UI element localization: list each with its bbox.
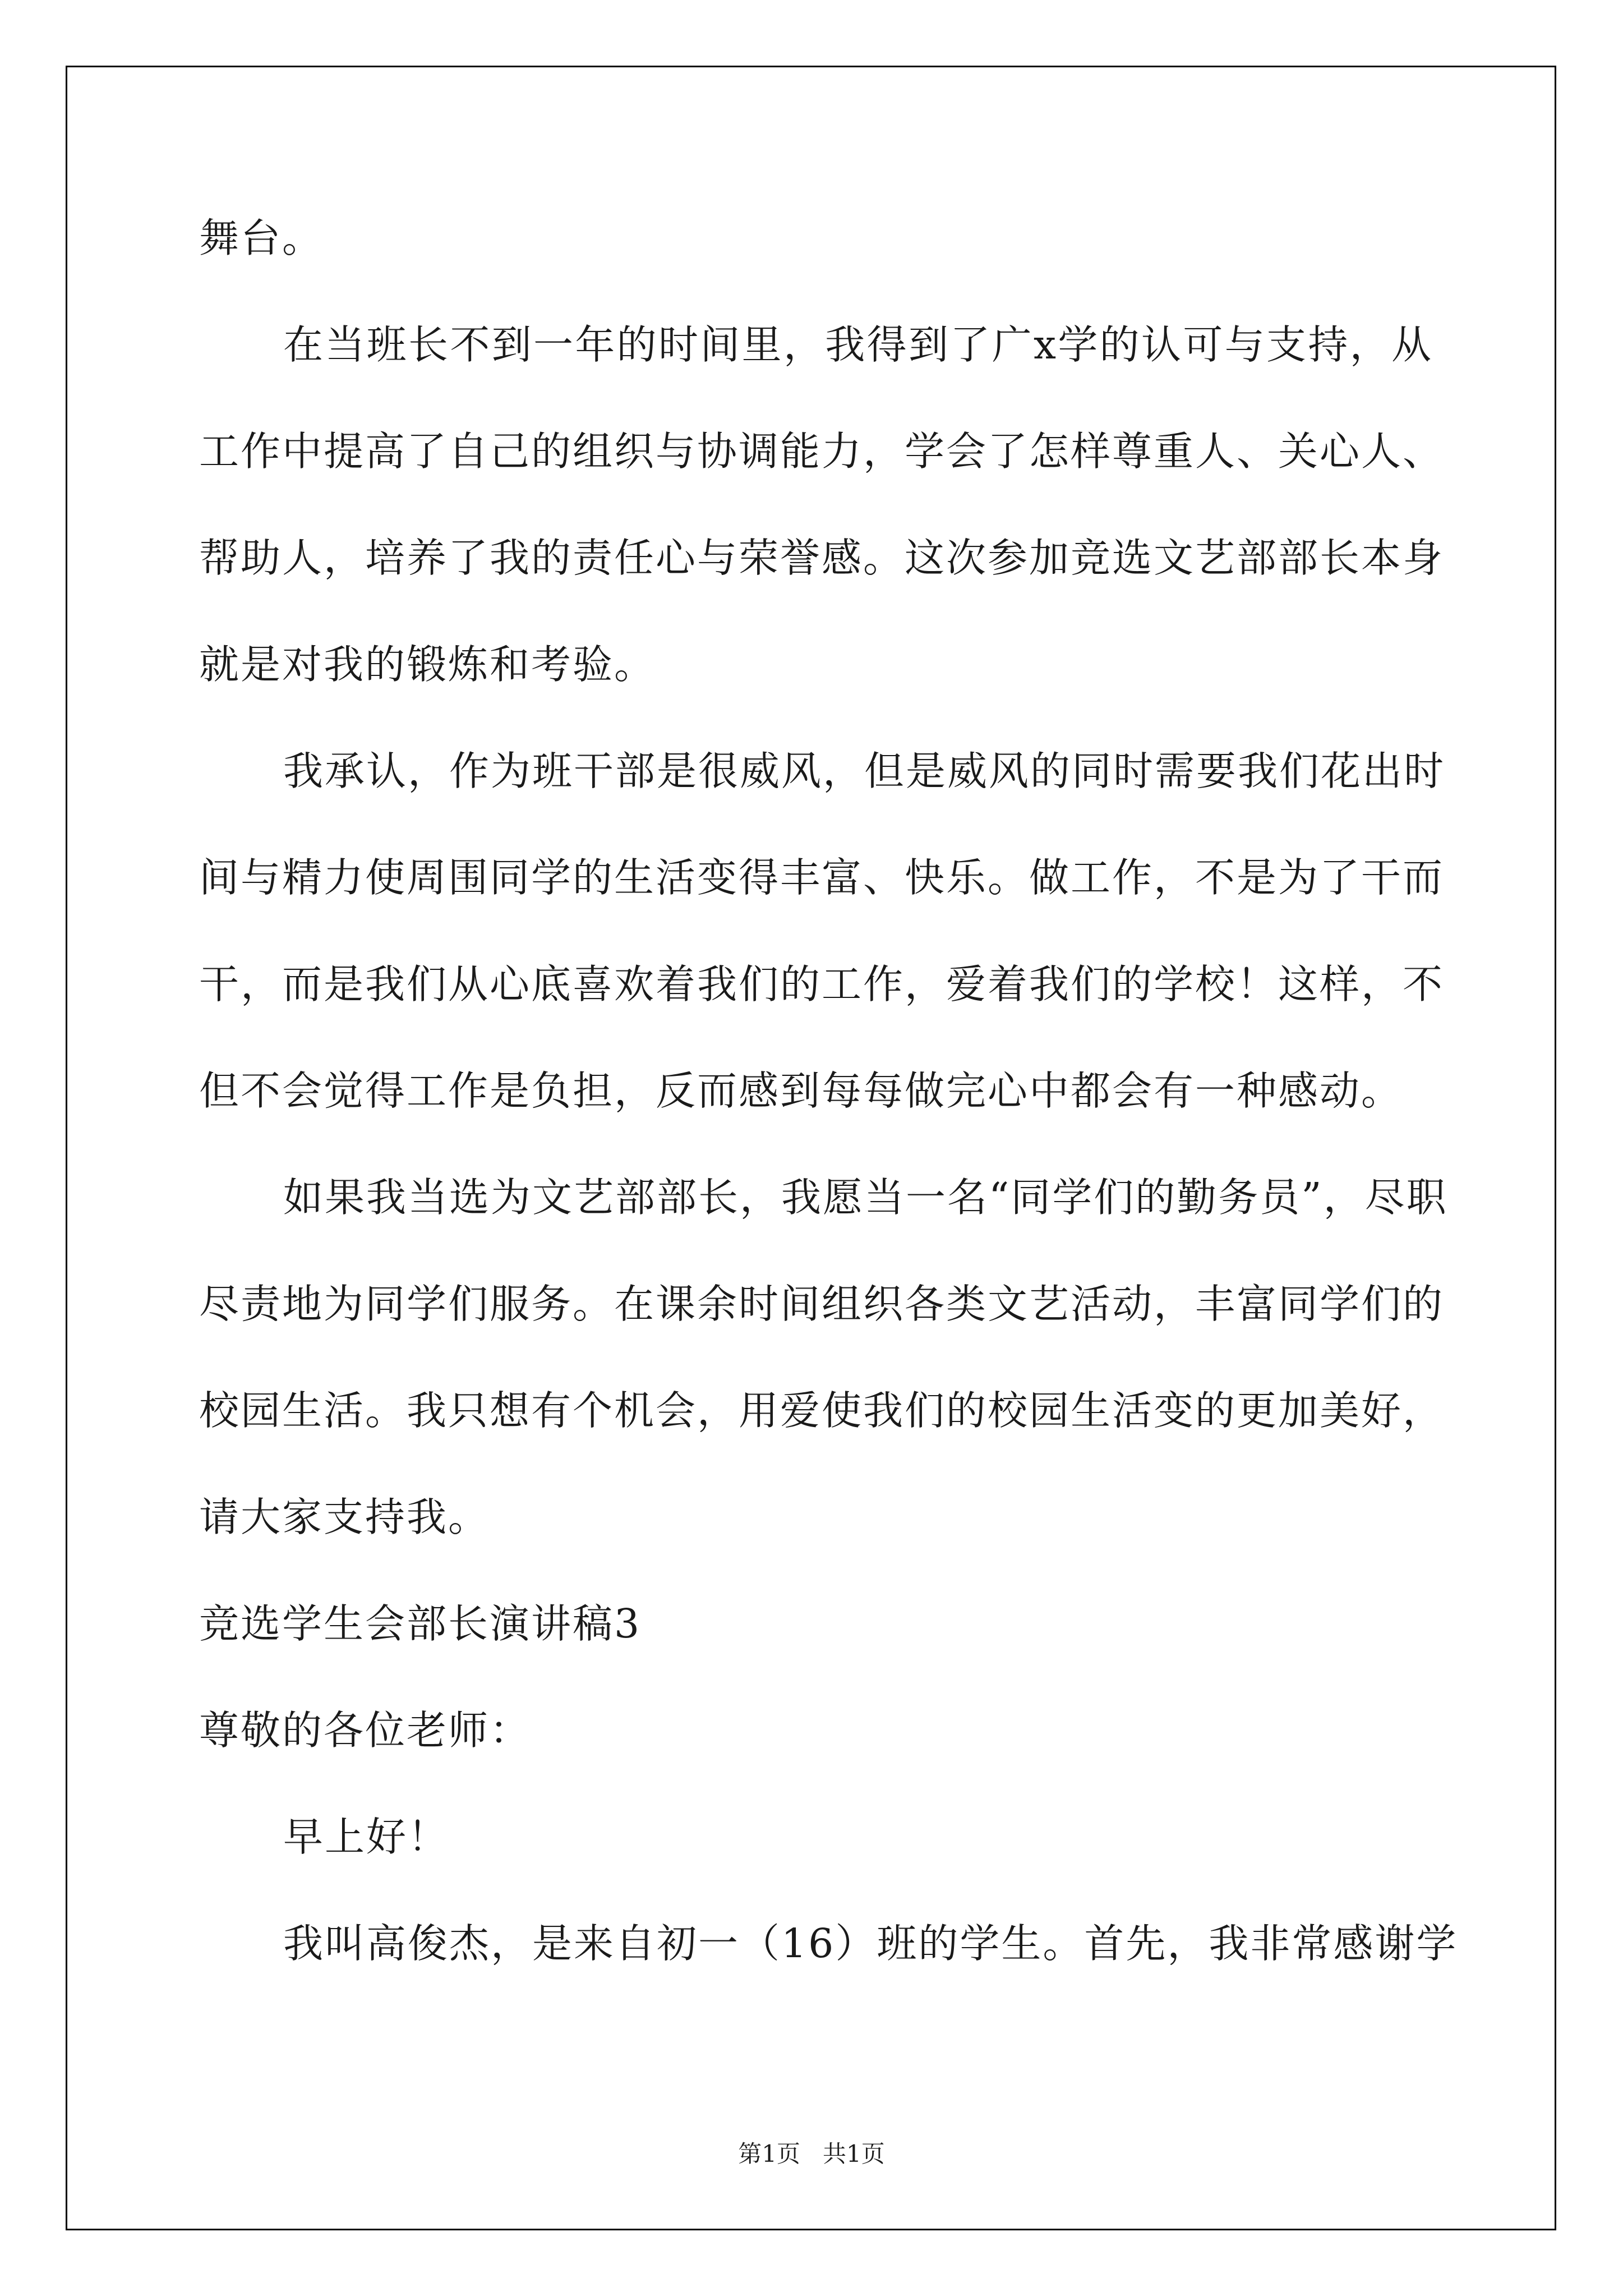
greeting: 早上好！ bbox=[283, 1814, 450, 1860]
text-line: 间与精力使周围同学的生活变得丰富、快乐。做工作，不是为了干而 bbox=[199, 854, 1445, 901]
text-line: 就是对我的锻炼和考验。 bbox=[199, 641, 656, 688]
section-heading: 竞选学生会部长演讲稿3 bbox=[199, 1600, 642, 1647]
paragraph-first-line: 我承认，作为班干部是很威风，但是威风的同时需要我们花出时 bbox=[283, 748, 1446, 794]
text-line: 舞台。 bbox=[199, 215, 324, 261]
text-line: 但不会觉得工作是负担，反而感到每每做完心中都会有一种感动。 bbox=[199, 1068, 1403, 1114]
text-line: 帮助人，培养了我的责任心与荣誉感。这次参加竞选文艺部部长本身 bbox=[199, 535, 1445, 581]
text-line: 尽责地为同学们服务。在课余时间组织各类文艺活动，丰富同学们的 bbox=[199, 1281, 1445, 1327]
text-line: 请大家支持我。 bbox=[199, 1494, 490, 1540]
salutation: 尊敬的各位老师： bbox=[199, 1707, 532, 1754]
paragraph-first-line: 如果我当选为文艺部部长，我愿当一名“同学们的勤务员”，尽职 bbox=[283, 1174, 1448, 1221]
page-border bbox=[66, 66, 1556, 2230]
text-line: 校园生活。我只想有个机会，用爱使我们的校园生活变的更加美好， bbox=[199, 1387, 1445, 1434]
text-line: 工作中提高了自己的组织与协调能力，学会了怎样尊重人、关心人、 bbox=[199, 428, 1445, 475]
page-number-footer: 第1页 共1页 bbox=[738, 2140, 885, 2168]
paragraph-first-line: 在当班长不到一年的时间里，我得到了广x学的认可与支持，从 bbox=[283, 321, 1433, 368]
paragraph-first-line: 我叫高俊杰，是来自初一（16）班的学生。首先，我非常感谢学 bbox=[283, 1920, 1458, 1967]
text-line: 干，而是我们从心底喜欢着我们的工作，爱着我们的学校！这样，不 bbox=[199, 961, 1445, 1007]
